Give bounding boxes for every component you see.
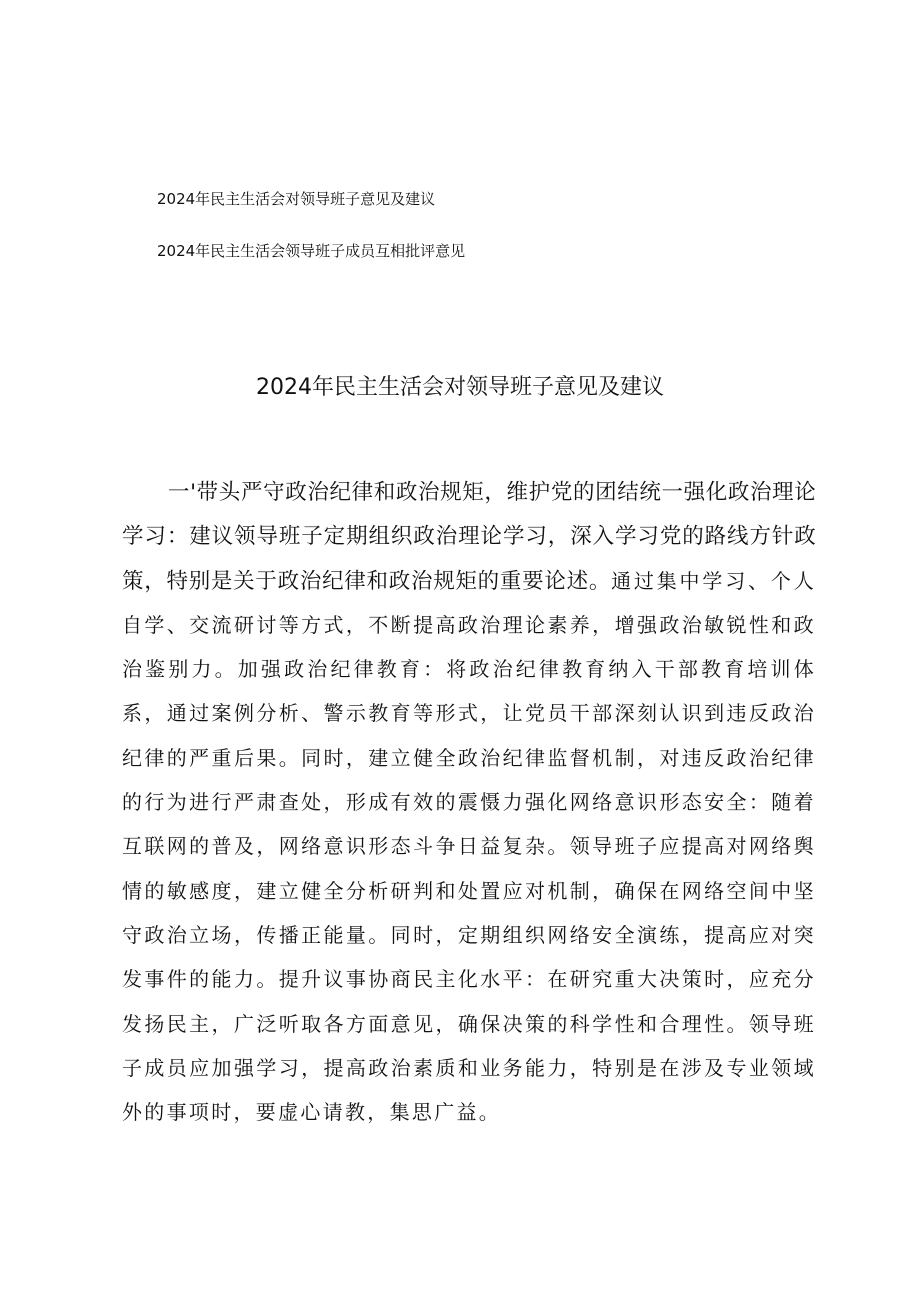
paragraph-body: 通过集中学习、个人自学、交流研讨等方式，不断提高政治理论素养，增强政治敏锐性和政治鉴别力。加强政治纪律教育：将政治纪律教育纳入干部教育培训体系，通过案例分析、警示教育等形式，让党员干部深刻认识到违反政治纪律的严重后果。同时，建立健全政治纪律监督机制，对违反政治纪律的行为进行严肃查处，形成有效的震慑力强化网络意识形态安全：随着互联网的普及，网络意识形态斗争日益复杂。领导班子应提高对网络舆情的敏感度，建立健全分析研判和处置应对机制，确保在网络空间中坚守政治立场，传播正能量。同时，定期组织网络安全演练，提高应对突发事件的能力。提升议事协商民主化水平：在研究重大决策时，应充分发扬民主，广泛听取各方面意见，确保决策的科学性和合理性。领导班子成员应加强学习，提高政治素质和业务能力，特别是在涉及专业领域外的事项时，要虚心请教，集思广益。	[122, 568, 816, 1125]
table-of-contents	[157, 186, 465, 264]
toc-item[interactable]: 2024年民主生活会对领导班子意见及建议	[157, 190, 436, 208]
paragraph-lead-bold: 一'带头严守政治纪律和政治规矩，维护党的团结统一强化政治理论学习：建议领导班子定期组织政治理论学习，深入学习党的路线方针政策，特别是关于政治纪律和政治规矩的重要论述。	[122, 480, 816, 594]
document-title: 2024年民主生活会对领导班子意见及建议	[256, 375, 664, 400]
toc-item[interactable]: 2024年民主生活会领导班子成员互相批评意见	[157, 242, 466, 260]
body-paragraph	[122, 471, 816, 1135]
